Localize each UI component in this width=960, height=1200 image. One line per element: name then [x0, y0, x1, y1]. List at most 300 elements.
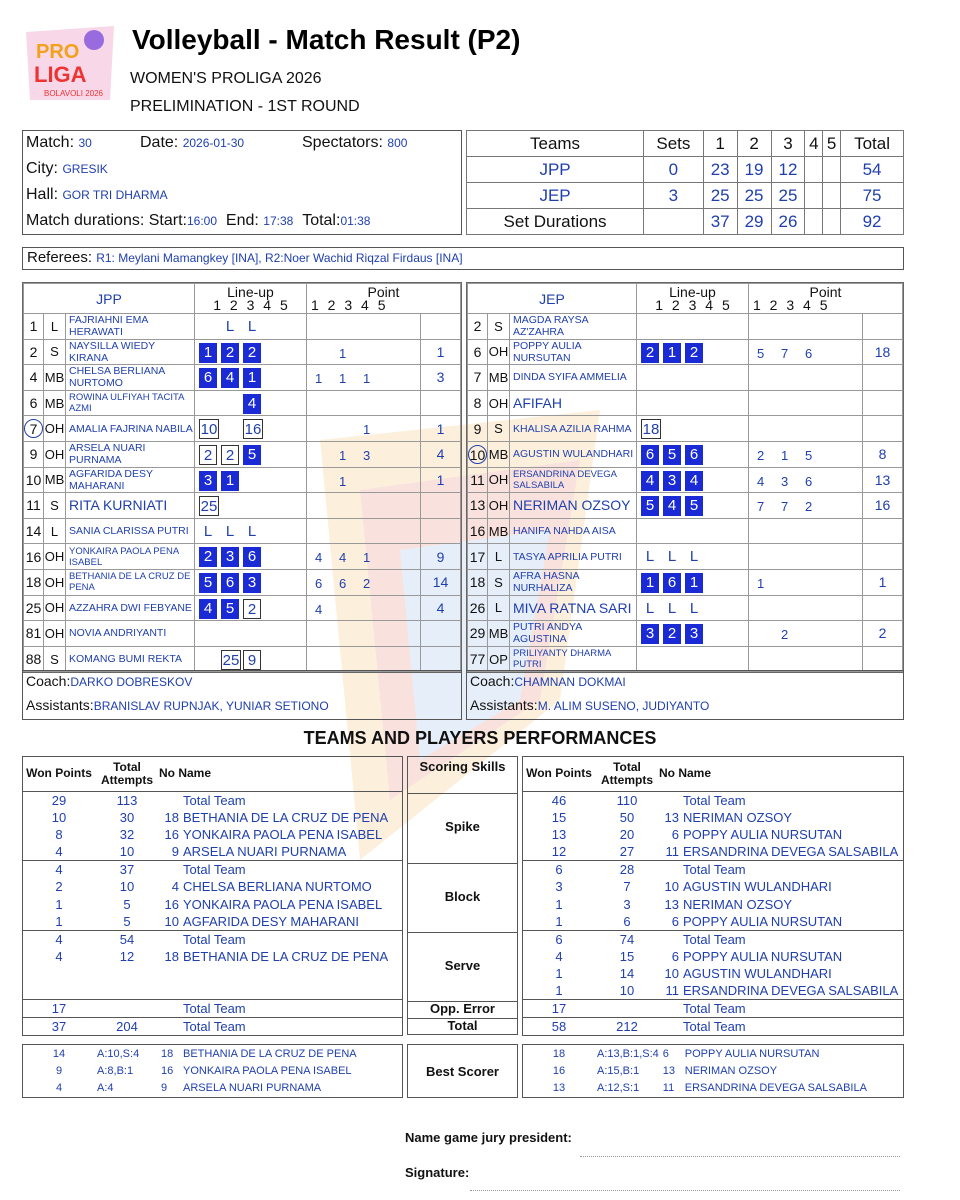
best-points: 4: [55, 1081, 63, 1094]
player-no: 9: [171, 844, 179, 860]
set-points: 1: [363, 550, 371, 566]
perf-row: [23, 791, 402, 809]
player-row: [24, 595, 461, 621]
player-name: ERSANDRINA DEVEGA SALSABILA: [510, 467, 637, 493]
player-row: [24, 416, 461, 442]
city-info: City: GRESIK: [26, 160, 108, 177]
lineup-cell: 2: [221, 445, 239, 465]
lineup-cell: 4: [199, 599, 217, 619]
won-points-header: Won Points: [23, 757, 95, 791]
skill-label: Spike: [445, 819, 480, 834]
lineup-cell: 5: [685, 496, 703, 516]
player-position: L: [488, 544, 510, 570]
total-attempts: 20: [619, 826, 635, 842]
total-attempts: 113: [116, 792, 138, 808]
player-name: ARSELA NUARI PURNAMA: [66, 441, 195, 467]
player-row: [24, 441, 461, 467]
lineup-cells: [195, 365, 307, 391]
assistants-jpp: Assistants:BRANISLAV RUPNJAK, YUNIAR SETIONO: [26, 697, 329, 713]
player-total-points: 2: [863, 621, 903, 647]
player-no: 16: [164, 896, 179, 912]
won-points: 1: [555, 913, 563, 929]
set-points: 5: [805, 447, 813, 463]
lineup-cell: L: [247, 522, 257, 540]
score-cell: JEP: [467, 183, 644, 209]
player-name: Total Team: [181, 861, 402, 879]
player-total-points: [863, 390, 903, 416]
lineup-cells: [637, 493, 749, 519]
player-no: 18: [164, 809, 179, 825]
player-no: 16: [164, 826, 179, 842]
lineup-cell: 3: [663, 471, 681, 491]
lineup-cell: 6: [199, 368, 217, 388]
total-attempts: 110: [616, 792, 638, 808]
won-points-header: Won Points: [523, 757, 595, 791]
lineup-cell: L: [667, 599, 677, 617]
perf-row: [23, 1018, 402, 1036]
point-cells: [749, 441, 863, 467]
lineup-cell: 25: [200, 498, 218, 516]
total-attempts: 10: [619, 983, 635, 999]
lineup-cell: L: [645, 548, 655, 566]
lineup-cell: 2: [685, 343, 703, 363]
lineup-cell: L: [689, 548, 699, 566]
player-name: YONKAIRA PAOLA PENA ISABEL: [66, 544, 195, 570]
perf-header: [23, 757, 402, 791]
set-points: 2: [363, 575, 371, 591]
lineup-cells: [637, 339, 749, 365]
won-points: 29: [51, 792, 67, 808]
roster-team-name: JPP: [24, 284, 195, 314]
player-name: CHELSA BERLIANA NURTOMO: [183, 879, 372, 895]
player-number: 8: [468, 390, 488, 416]
player-position: L: [488, 595, 510, 621]
score-cell: 25: [771, 183, 805, 209]
point-cells: [749, 544, 863, 570]
player-row: [468, 441, 903, 467]
point-cells: [749, 518, 863, 544]
best-player-name: BETHANIA DE LA CRUZ DE PENA: [183, 1047, 357, 1060]
point-cells: [749, 365, 863, 391]
won-points: 4: [555, 948, 563, 964]
lineup-cells: [195, 467, 307, 493]
score-header-row: [467, 131, 904, 157]
best-scorer-label: Best Scorer: [407, 1044, 518, 1098]
player-no: [659, 930, 681, 948]
set-points: 6: [339, 575, 347, 591]
player-name: FAJRIAHNI EMA HERAWATI: [66, 314, 195, 340]
set-points: 5: [757, 345, 765, 361]
perf-row: [23, 878, 402, 895]
won-points: 6: [523, 930, 595, 948]
best-player-no: 6: [662, 1047, 669, 1060]
best-breakdown: A:12,S:1: [597, 1081, 640, 1094]
player-total-points: [863, 416, 903, 442]
set-points: 1: [363, 422, 371, 438]
perf-row: [23, 965, 402, 982]
player-name: ERSANDRINA DEVEGA SALSABILA: [683, 983, 899, 999]
best-player-name: ERSANDRINA DEVEGA SALSABILA: [684, 1081, 867, 1094]
total-attempts: 5: [123, 896, 131, 912]
lineup-cell: L: [689, 599, 699, 617]
player-row: [24, 621, 461, 647]
point-cells: [307, 314, 421, 340]
player-name: POPPY AULIA NURSUTAN: [510, 339, 637, 365]
total-attempts: 28: [595, 861, 659, 879]
total-attempts: 30: [119, 809, 135, 825]
best-breakdown: A:15,B:1: [597, 1064, 640, 1077]
player-row: [24, 493, 461, 519]
set-points: 6: [315, 575, 323, 591]
won-points: 4: [55, 844, 63, 860]
player-position: L: [44, 314, 66, 340]
player-name: Total Team: [181, 1018, 402, 1036]
point-cells: [307, 621, 421, 647]
point-label: Point: [809, 283, 842, 300]
perf-row: [523, 861, 903, 879]
perf-row: [23, 809, 402, 826]
lineup-cell: 10: [200, 421, 218, 439]
player-name: BETHANIA DE LA CRUZ DE PENA: [183, 948, 389, 964]
won-points: 4: [23, 930, 95, 948]
score-cell: 19: [737, 157, 771, 183]
coach-jpp: Coach:DARKO DOBRESKOV: [26, 673, 193, 689]
skill-divider: [408, 793, 517, 794]
player-row: [468, 595, 903, 621]
total-attempts: 6: [623, 913, 631, 929]
point-cells: [749, 595, 863, 621]
skill-label: Opp. Error: [429, 1001, 495, 1016]
player-name: NAYSILLA WIEDY KIRANA: [66, 339, 195, 365]
score-header-cell: Sets: [644, 131, 704, 157]
skill-label: Block: [444, 889, 481, 904]
player-name: AGUSTIN WULANDHARI: [683, 966, 832, 982]
lineup-cells: [637, 621, 749, 647]
spectators-count: 800: [387, 136, 408, 150]
player-name: AGUSTIN WULANDHARI: [683, 879, 832, 895]
hall-value: GOR TRI DHARMA: [62, 188, 168, 202]
player-name: AGFARIDA DESY MAHARANI: [183, 913, 360, 929]
set-points: 4: [339, 550, 347, 566]
player-row: [468, 467, 903, 493]
player-position: L: [44, 518, 66, 544]
player-row: [24, 339, 461, 365]
player-total-points: 16: [863, 493, 903, 519]
player-no: 10: [664, 879, 679, 895]
set-points: 1: [339, 447, 347, 463]
set-points: 4: [757, 473, 765, 489]
point-cells: [307, 390, 421, 416]
best-player-name: YONKAIRA PAOLA PENA ISABEL: [183, 1064, 352, 1077]
player-name: [181, 982, 402, 999]
duration-info: Match durations: Start:16:00 End: 17:38 Total:01:38: [26, 212, 371, 229]
perf-row: [23, 948, 402, 965]
score-cell: 37: [703, 209, 737, 235]
total-attempts: [95, 982, 159, 999]
score-header-cell: 5: [823, 131, 841, 157]
spectators-info: Spectators: 800: [302, 134, 408, 151]
total-attempts: [95, 1000, 159, 1018]
performance-title: TEAMS AND PLAYERS PERFORMANCES: [303, 728, 657, 748]
assistants-jep: Assistants:M. ALIM SUSENO, JUDIYANTO: [470, 697, 710, 713]
total-attempts: 212: [595, 1018, 659, 1036]
player-name: Total Team: [681, 861, 903, 879]
best-breakdown: A:4: [97, 1081, 114, 1094]
player-position: S: [488, 314, 510, 340]
player-no: [159, 965, 181, 982]
best-breakdown: A:13,B:1,S:4: [597, 1047, 659, 1060]
player-no: [659, 791, 681, 809]
best-player-no: 13: [662, 1064, 676, 1077]
player-number: 16: [468, 518, 488, 544]
player-position: OH: [44, 416, 66, 442]
player-position: OH: [488, 467, 510, 493]
set-points: 1: [363, 371, 371, 387]
set-points: 2: [805, 499, 813, 515]
score-row: [467, 183, 904, 209]
roster-header: [24, 284, 461, 314]
player-name: Total Team: [681, 1018, 903, 1036]
lineup-cell: 6: [663, 573, 681, 593]
point-cells: [307, 416, 421, 442]
score-row: [467, 157, 904, 183]
player-name: Total Team: [681, 1000, 903, 1018]
lineup-cell: 2: [663, 624, 681, 644]
won-points: 1: [555, 966, 563, 982]
svg-text:LIGA: LIGA: [34, 62, 87, 87]
player-number: 6: [24, 390, 44, 416]
player-total-points: [863, 314, 903, 340]
set-numbers: 1 2 3 4 5: [311, 296, 386, 313]
player-number: [468, 441, 488, 467]
skill-divider: [408, 932, 517, 933]
point-cells: [307, 595, 421, 621]
lineup-cell: L: [645, 599, 655, 617]
player-no: 13: [664, 896, 679, 912]
player-total-points: 4: [421, 441, 461, 467]
player-no: 13: [664, 809, 679, 825]
total-attempts: 54: [95, 930, 159, 948]
score-cell: 12: [771, 157, 805, 183]
lineup-cells: [195, 595, 307, 621]
player-position: MB: [488, 518, 510, 544]
best-scorer-row: [523, 1045, 903, 1062]
point-cells: [307, 339, 421, 365]
jury-president-label: Name game jury president:: [405, 1130, 572, 1145]
player-name: HANIFA NAHDA AISA: [510, 518, 637, 544]
score-cell: JPP: [467, 157, 644, 183]
lineup-cell: 1: [199, 343, 217, 363]
player-row: [468, 339, 903, 365]
best-breakdown: A:8,B:1: [97, 1064, 134, 1077]
skill-label: Serve: [444, 958, 481, 973]
player-number: 25: [24, 595, 44, 621]
player-position: OH: [44, 595, 66, 621]
player-name: MAGDA RAYSA AZ'ZAHRA: [510, 314, 637, 340]
player-total-points: [421, 493, 461, 519]
point-label: Point: [367, 283, 400, 300]
score-cell: 3: [644, 183, 704, 209]
lineup-cell: 6: [243, 547, 261, 567]
player-no: 6: [671, 826, 679, 842]
player-name: [181, 965, 402, 982]
lineup-cell: 3: [641, 624, 659, 644]
set-points: 1: [339, 371, 347, 387]
player-number: 4: [24, 365, 44, 391]
player-position: S: [44, 646, 66, 672]
score-cell: 26: [771, 209, 805, 235]
point-cells: [749, 467, 863, 493]
lineup-cells: [637, 544, 749, 570]
player-position: S: [44, 339, 66, 365]
player-row: [468, 493, 903, 519]
perf-row: [23, 843, 402, 861]
player-total-points: [863, 595, 903, 621]
set-points: 1: [781, 447, 789, 463]
player-no: [159, 1018, 181, 1036]
lineup-cells: [637, 416, 749, 442]
player-name: MIVA RATNA SARI: [510, 595, 637, 621]
player-row: [24, 544, 461, 570]
player-row: [24, 467, 461, 493]
player-no: 6: [671, 913, 679, 929]
player-name: POPPY AULIA NURSUTAN: [683, 948, 843, 964]
roster-jep: [466, 282, 904, 673]
total-attempts: 74: [595, 930, 659, 948]
player-name: NERIMAN OZSOY: [683, 809, 793, 825]
player-name: Total Team: [181, 930, 402, 948]
total-attempts: 10: [119, 879, 135, 895]
perf-row: [523, 1018, 903, 1036]
proliga-logo: [22, 22, 118, 104]
player-no: [659, 1000, 681, 1018]
perf-header: [523, 757, 903, 791]
player-number: 81: [24, 621, 44, 647]
player-row: [24, 569, 461, 595]
score-cell: 25: [703, 183, 737, 209]
best-points: 13: [552, 1081, 566, 1094]
player-row: [468, 390, 903, 416]
captain-marker: 10: [469, 446, 486, 463]
set-points: 3: [363, 447, 371, 463]
hall-info: Hall: GOR TRI DHARMA: [26, 186, 168, 203]
perf-row: [23, 913, 402, 931]
won-points: 13: [551, 826, 567, 842]
player-name: AGUSTIN WULANDHARI: [510, 441, 637, 467]
total-attempts: 32: [119, 826, 135, 842]
player-total-points: [421, 518, 461, 544]
player-number: 2: [24, 339, 44, 365]
player-name: SANIA CLARISSA PUTRI: [66, 518, 195, 544]
won-points: 46: [551, 792, 567, 808]
player-number: 7: [468, 365, 488, 391]
player-name: ROWINA ULFIYAH TACITA AZMI: [66, 390, 195, 416]
point-cells: [749, 339, 863, 365]
lineup-cells: [195, 314, 307, 340]
perf-row: [523, 930, 903, 948]
player-total-points: 1: [421, 416, 461, 442]
player-row: [468, 365, 903, 391]
player-total-points: 8: [863, 441, 903, 467]
perf-row: [523, 982, 903, 1000]
player-name: PUTRI ANDYA AGUSTINA: [510, 621, 637, 647]
lineup-cells: [637, 569, 749, 595]
player-number: 11: [468, 467, 488, 493]
skill-divider: [408, 1018, 517, 1019]
roster-team-name: JEP: [468, 284, 637, 314]
scoring-skills: [407, 756, 518, 1035]
player-name: Total Team: [183, 792, 246, 808]
player-position: S: [44, 493, 66, 519]
player-position: MB: [44, 467, 66, 493]
set-points: 1: [757, 575, 765, 591]
set-points: 4: [315, 601, 323, 617]
score-cell: [823, 209, 841, 235]
lineup-cell: 3: [221, 547, 239, 567]
player-no: 11: [665, 983, 679, 999]
player-row: [468, 569, 903, 595]
player-position: MB: [44, 390, 66, 416]
total-attempts: 50: [619, 809, 635, 825]
score-cell: [805, 157, 823, 183]
player-row: [24, 390, 461, 416]
point-cells: [307, 493, 421, 519]
player-name: AFRA HASNA NURHALIZA: [510, 569, 637, 595]
player-number: 88: [24, 646, 44, 672]
lineup-cell: 5: [199, 573, 217, 593]
won-points: 1: [55, 896, 63, 912]
player-position: MB: [44, 365, 66, 391]
player-number: 77: [468, 646, 488, 672]
best-player-no: 18: [161, 1047, 174, 1060]
set-points: 1: [315, 371, 323, 387]
total-attempts: 10: [119, 844, 135, 860]
set-points: 3: [781, 473, 789, 489]
best-scorer-row: [23, 1045, 402, 1062]
date-info: Date: 2026-01-30: [140, 134, 245, 151]
competition-name: WOMEN'S PROLIGA 2026: [130, 70, 322, 87]
total-attempts: 3: [623, 896, 631, 912]
player-name: RITA KURNIATI: [66, 493, 195, 519]
best-player-name: ARSELA NUARI PURNAMA: [183, 1081, 322, 1094]
best-player-name: POPPY AULIA NURSUTAN: [684, 1047, 820, 1060]
lineup-cell: 2: [221, 343, 239, 363]
point-cells: [749, 390, 863, 416]
player-name: BETHANIA DE LA CRUZ DE PENA: [183, 809, 389, 825]
point-cells: [307, 569, 421, 595]
score-cell: [823, 157, 841, 183]
lineup-cell: 3: [199, 471, 217, 491]
referees-value: R1: Meylani Mamangkey [INA], R2:Noer Wachid Riqzal Firdaus [INA]: [96, 251, 463, 265]
player-no: 6: [671, 948, 679, 964]
city-value: GRESIK: [62, 162, 108, 176]
perf-row: [523, 843, 903, 861]
score-cell: 23: [703, 157, 737, 183]
page-title: Volleyball - Match Result (P2): [132, 24, 521, 55]
skills-header: Scoring Skills: [419, 759, 506, 774]
player-name: NERIMAN OZSOY: [510, 493, 637, 519]
match-date: 2026-01-30: [182, 136, 245, 150]
player-position: OH: [44, 569, 66, 595]
score-cell: [805, 209, 823, 235]
player-row: [468, 518, 903, 544]
player-name: YONKAIRA PAOLA PENA ISABEL: [183, 826, 383, 842]
best-scorer-row: [523, 1079, 903, 1096]
player-row: [24, 518, 461, 544]
skill-divider: [408, 863, 517, 864]
score-header-cell: 1: [703, 131, 737, 157]
score-cell: [805, 183, 823, 209]
